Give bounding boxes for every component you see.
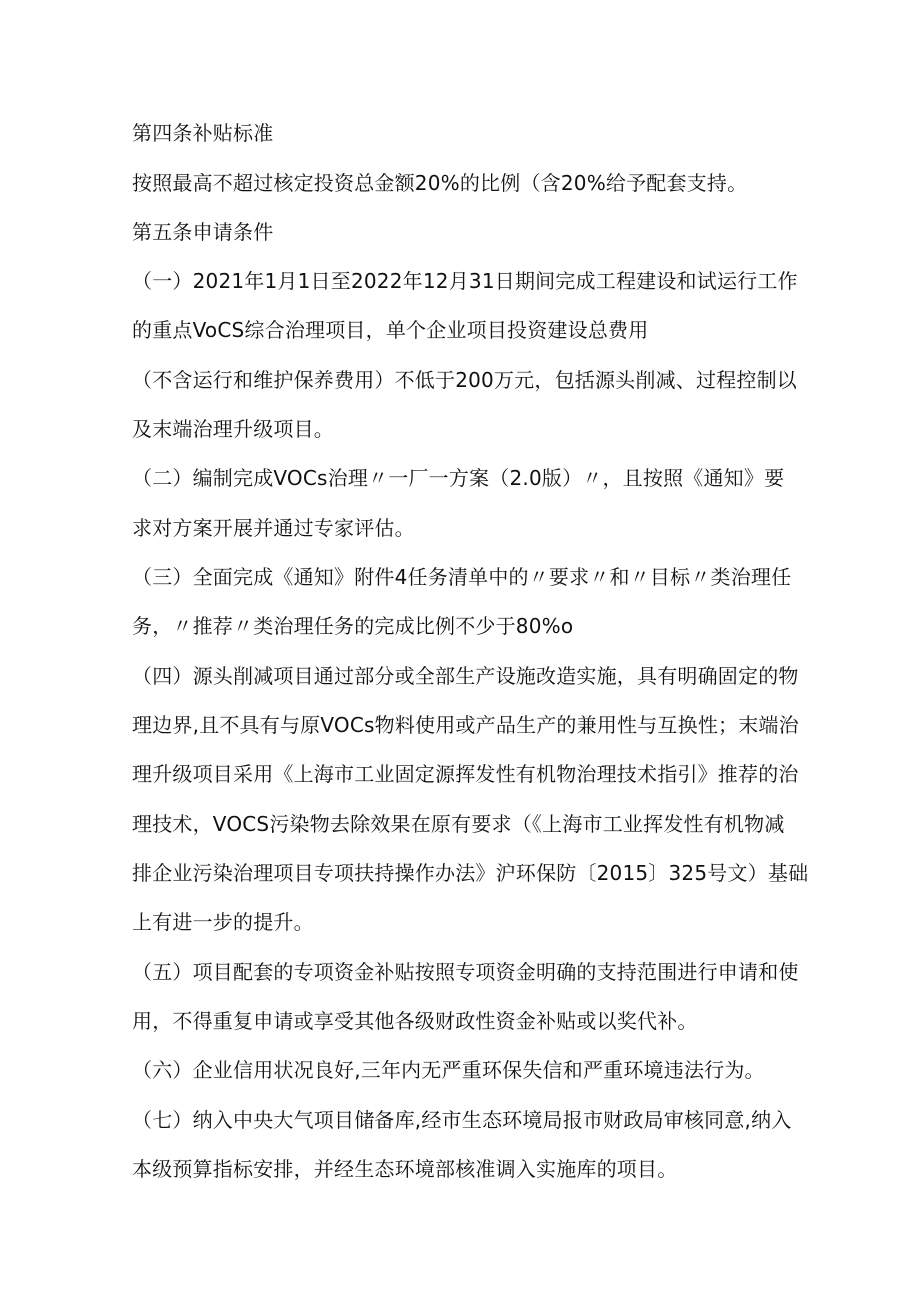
condition-2-line-2: 求对方案开展并通过专家评估。 (132, 516, 415, 540)
condition-4-line-6: 上有进一步的提升。 (132, 910, 314, 934)
condition-3-line-2: 务，〃推荐〃类治理任务的完成比例不少于80%o (132, 614, 574, 638)
condition-1-line-3: （不含运行和维护保养费用）不低于200万元，包括源头削减、过程控制以 (132, 368, 797, 392)
condition-1-line-1: （一）2021年1月1日至2022年12月31日期间完成工程建设和试运行工作 (132, 269, 798, 293)
condition-4-line-3: 理升级项目采用《上海市工业固定源挥发性有机物治理技术指引》推荐的治 (132, 762, 799, 786)
condition-2-line-1: （二）编制完成VOCs治理〃一厂一方案（2.0版）〃，且按照《通知》要 (132, 466, 785, 490)
condition-6-line-1: （六）企业信用状况良好,三年内无严重环保失信和严重环境违法行为。 (132, 1058, 765, 1082)
condition-5-line-1: （五）项目配套的专项资金补贴按照专项资金明确的支持范围进行申请和使 (132, 960, 799, 984)
article-4-heading: 第四条补贴标准 (132, 121, 274, 145)
condition-3-line-1: （三）全面完成《通知》附件4任务清单中的〃要求〃和〃目标〃类治理任 (132, 565, 792, 589)
condition-1-line-2: 的重点VoCS综合治理项目，单个企业项目投资建设总费用 (132, 318, 649, 342)
condition-7-line-2: 本级预算指标安排，并经生态环境部核准调入实施库的项目。 (132, 1157, 678, 1181)
condition-7-line-1: （七）纳入中央大气项目储备库,经市生态环境局报市财政局审核同意,纳入 (132, 1108, 792, 1132)
condition-4-line-2: 理边界,且不具有与原VOCs物料使用或产品生产的兼用性与互换性；末端治 (132, 713, 799, 737)
condition-1-line-4: 及末端治理升级项目。 (132, 417, 334, 441)
condition-5-line-2: 用，不得重复申请或享受其他各级财政性资金补贴或以奖代补。 (132, 1009, 698, 1033)
article-5-heading: 第五条申请条件 (132, 220, 274, 244)
condition-4-line-1: （四）源头削减项目通过部分或全部生产设施改造实施，具有明确固定的物 (132, 664, 799, 688)
article-4-body: 按照最高不超过核定投资总金额20%的比例（含20%给予配套支持。 (132, 171, 748, 195)
condition-4-line-4: 理技术，VOCS污染物去除效果在原有要求（《上海市工业挥发性有机物减 (132, 812, 785, 836)
condition-4-line-5: 排企业污染治理项目专项扶持操作办法》沪环保防〔2015〕325号文）基础 (132, 861, 809, 885)
